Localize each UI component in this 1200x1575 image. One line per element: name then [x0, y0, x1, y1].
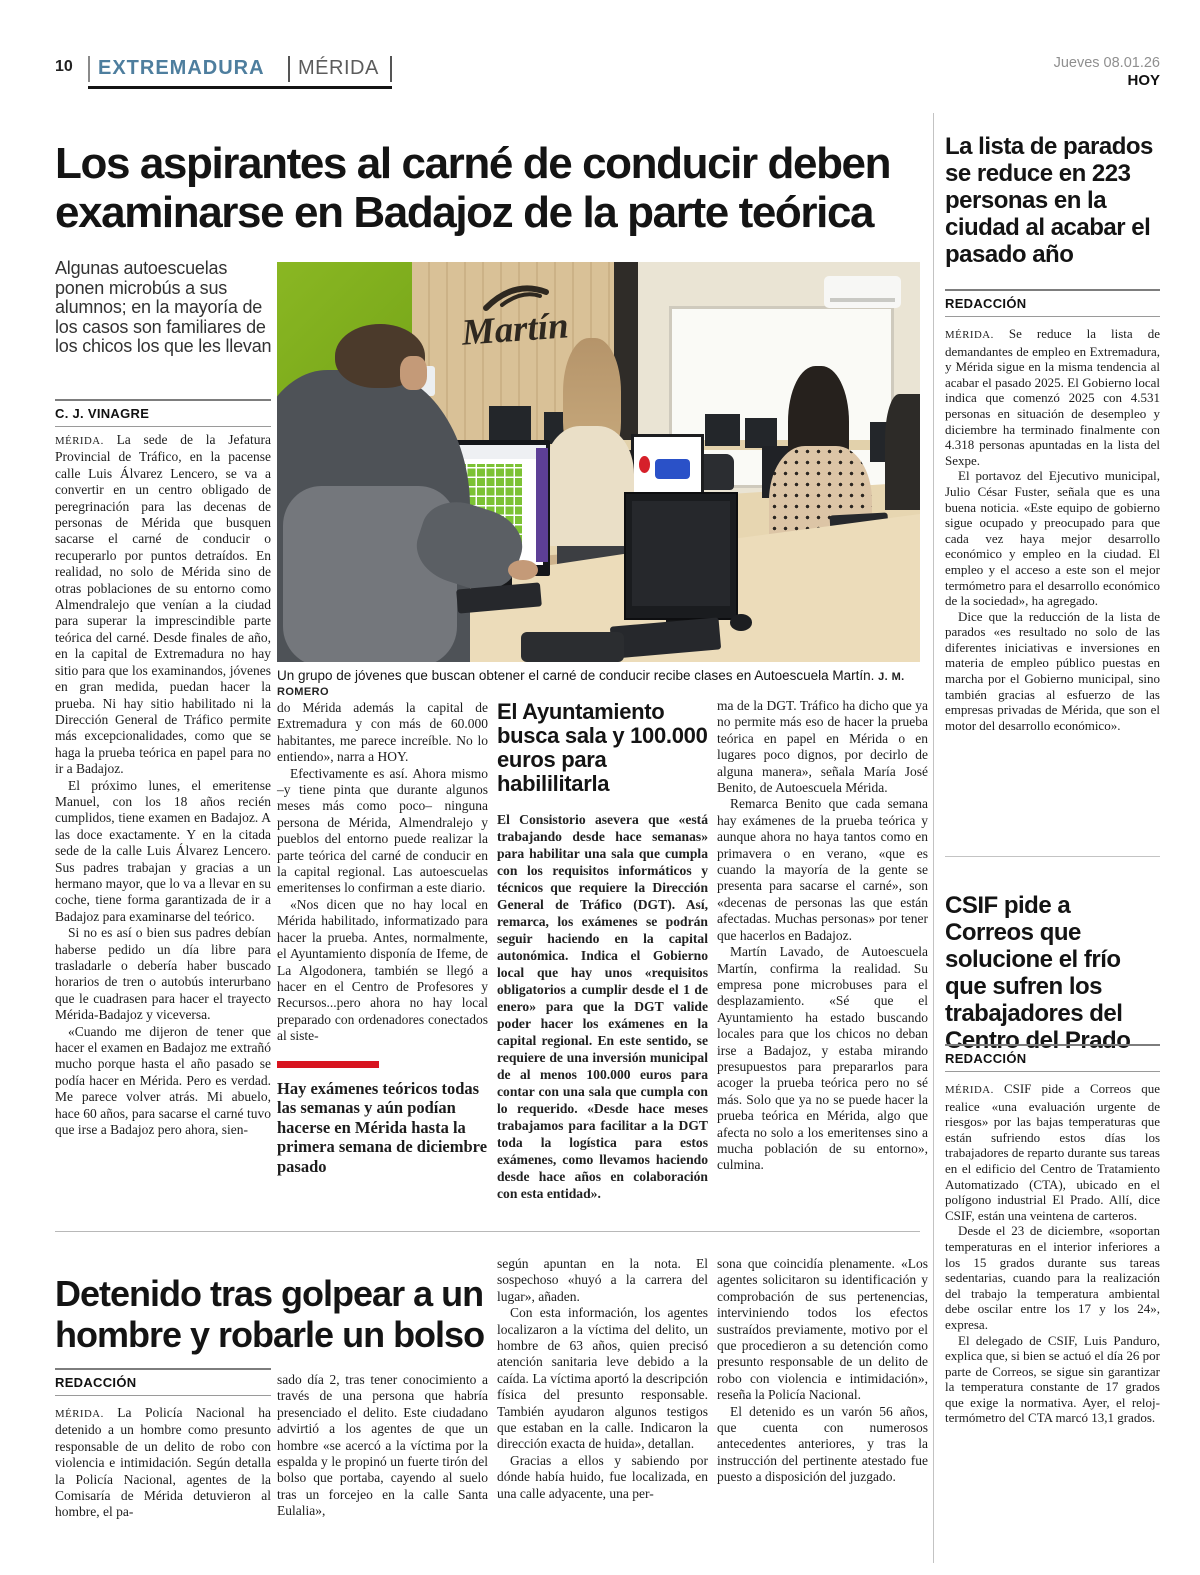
dateline: MÉRIDA.	[945, 329, 994, 341]
sidebar2-headline: CSIF pide a Correos que solucione el frío que sufren los trabajadores del Centro del Prado	[945, 891, 1131, 1054]
body-paragraph: «Cuando me dijeron de tener que hacer el examen en Badajoz me extrañó mucho porque hasta el año pasado se podía hacer en Mérida. Pero es verdad. Me parece volver atrás. Mi abuelo, hace 60 años, para sacarse el carné tuvo que irse a Badajoz pero ahora, sien-	[55, 1023, 271, 1138]
paragraph-text: La sede de la Jefatura Provincial de Tráfico, en la pacense calle Luis Álvarez Lencero, se va a convertir en un centro obligado de peregrinación para las decenas de personas de Mérida que busquen sacarse el carné de conducir o recuperarlo por puntos detraídos. En realidad, no solo de Mérida sino de otras poblaciones de su entorno como Almendralejo que venían a la ciudad para superar la imprescindible parte teórica del carné. Desde finales de año, en la capital de Extremadura no hay sitio para que los examinandos, jóvenes en gran medida, puedan hacer la prueba. Ni hay sitio habilitado ni la Dirección General de Tráfico permite más excepcionalidades, como que se haga la prueba teórica en papel para no ir a Badajoz.	[55, 432, 272, 777]
dateline: MÉRIDA.	[55, 1408, 104, 1420]
photo-monitor	[489, 406, 531, 442]
header-divider	[88, 56, 90, 82]
edition-date: Jueves 08.01.26	[1053, 55, 1160, 71]
sidebar2-byline: REDACCIÓN	[945, 1044, 1160, 1072]
photo-chair	[521, 632, 624, 662]
photo-credit: J. M. ROMERO	[277, 671, 905, 698]
paragraph-text: CSIF pide a Correos que realice «una evaluación urgente de riesgos» por las bajas temperaturas que están sufriendo estos días los trabajadores de reparto durante sus tareas en el edificio del Centro de Tratamiento Automatizado (CTA), ubicado en el polígono industrial El Prado. Allí, dice CSIF, están una veintena de carteros.	[945, 1081, 1161, 1223]
sidebar-vertical-rule	[933, 113, 934, 1563]
photo-student-foreground-hand	[508, 560, 538, 580]
sidebar1-body	[945, 326, 1160, 733]
pull-quote	[277, 1061, 488, 1177]
sidebar2-body	[945, 1081, 1160, 1426]
photo-student-far	[885, 394, 920, 510]
body-paragraph: Gracias a ellos y sabiendo por dónde había huido, fue localizada, en una calle adyacente, una per-	[497, 1452, 708, 1501]
body-paragraph: Con esta información, los agentes localizaron a la víctima del delito, un hombre de 63 años, quien precisó atención sanitaria leve debido a la caída. La víctima aportó la descripción física del presunto responsable. También ayudaron algunos testigos que estaban en la calle. Indicaron la dirección exacta de huida», detallan.	[497, 1305, 708, 1452]
lead-subpiece	[497, 700, 708, 1202]
photo-air-conditioner	[824, 276, 901, 308]
subsection-title: MÉRIDA	[298, 57, 379, 79]
body-paragraph: El próximo lunes, el emeritense Manuel, con los 18 años recién cumplidos, tiene examen en Badajoz. A las doce exactamente. Y en la citada sede de la calle Luis Álvarez Lencero. Sus padres trabajan y gracias a un hermano mayor, que lo va a llevar en su coche, tiene forma garantizada de ir a Badajoz para examinarse del teórico.	[55, 777, 271, 924]
body-paragraph: El Consistorio asevera que «está trabajando desde hace semanas» para habilitar una sala que cumpla con los requisitos informáticos y técnicos que requiere la Dirección General de Tráfico (DGT). Así, remarca, los exámenes se podrán seguir haciendo en la capital autonómica. Indica el Gobierno local que hay unos «requisitos obligatorios a cumplir desde el 1 de enero» para que la DGT valide poder hacer los exámenes en la capital regional. En este sentido, se requiere de una inversión municipal de al menos 100.000 euros para contar con una sala que cumpla con lo requerido. «Desde hace meses trabajamos para facilitar a la DGT toda la logística para estos exámenes, como llevamos haciendo desde hace años en colaboración con esta entidad».	[497, 812, 708, 1201]
section-title: EXTREMADURA	[98, 57, 265, 79]
photo-student-blonde-body	[544, 426, 634, 546]
body-paragraph: «Nos dicen que no hay local en Mérida habilitado, informatizado para hacer la prueba. Antes, normalmente, el Ayuntamiento disponía de Ifeme, de La Algodonera, también se llegó a hacer en el Centro de Profesores y Recursos...pero ahora no hay local preparado con ordenadores conectados al siste-	[277, 896, 488, 1044]
photo-student-foreground-face	[400, 356, 427, 390]
body-paragraph: do Mérida además la capital de Extremadura y con más de 60.000 habitantes, me parece increíble. No lo entiendo», narra a HOY.	[277, 700, 488, 765]
masthead-brand: HOY	[1127, 72, 1160, 89]
body-paragraph	[55, 1405, 271, 1521]
photo-caption	[277, 668, 920, 698]
photo-monitor	[624, 492, 737, 620]
body-paragraph: sona que coincidía plenamente. «Los agentes solicitaron su identificación y comprobación de sus pertenencias, interviniendo todos los efectos sustraídos previamente, motivo por el que procedieron a su detención como presunto responsable de un delito de robo con violencia e intimidación», reseña la Policía Nacional.	[717, 1256, 928, 1403]
photo-screen-car	[655, 459, 690, 479]
lead-column-1	[55, 432, 271, 1138]
paragraph-text: La Policía Nacional ha detenido a un hombre como presunto responsable de un delito de robo con violencia e intimidación. Según detalla la Policía Nacional, agentes de la Comisaría de Mérida detuvieron al hombre, el pa-	[55, 1405, 271, 1520]
photo-screen	[632, 501, 730, 605]
body-paragraph: Martín Lavado, de Autoescuela Martín, confirma la realidad. Su empresa pone microbuses para el desplazamiento. «Sé que el Ayuntamiento ha estado buscando locales para que los chicos no deban irse a Badajoz, y estaba mirando presupuestos para prepararlos para acoger la prueba teórica pero no sé más. Solo que ya no se puede hacer la prueba teórica en Mérida, algo que afecta no solo a los emeritenses sino a mucha población de su entorno», culmina.	[717, 944, 928, 1173]
pull-quote-text: Hay exámenes teóricos todas las semanas y aún podían hacerse en Mérida hasta la primera semana de diciembre pasado	[277, 1078, 488, 1176]
photo-mouse	[730, 614, 752, 631]
section-divider-rule	[55, 1231, 920, 1232]
photo-screen-red-dot	[639, 456, 650, 473]
body-paragraph: Si no es así o bien sus padres debían haberse pedido un día libre para trasladarle o debería haber buscado horarios de tren o autobús interurbano que le cuadrasen para hacer el trayecto Mérida-Badajoz y viceversa.	[55, 925, 271, 1023]
lead-standfirst: Algunas autoescuelas ponen microbús a sus alumnos; en la mayoría de los casos son familiares de los chicos los que les llevan	[55, 258, 272, 356]
body-paragraph	[945, 326, 1160, 468]
paragraph-text: Se reduce la lista de demandantes de empleo en Extremadura, y Mérida sigue en la misma tendencia al acabar el pasado 2025. El Gobierno local indica que comenzó 2025 con 4.531 personas en situación de desempleo y diciembre ha terminado finalmente con 4.318 personas apuntadas en la lista del Sexpe.	[945, 326, 1160, 468]
dateline: MÉRIDA.	[945, 1084, 994, 1096]
header-divider	[288, 56, 290, 82]
sidebar1-headline: La lista de parados se reduce en 223 personas en la ciudad al acabar el pasado año	[945, 132, 1153, 268]
bottom-headline: Detenido tras golpear a un hombre y robarle un bolso	[55, 1272, 485, 1355]
sidebar-divider-rule	[945, 856, 1160, 857]
section-underline	[88, 86, 392, 89]
bottom-column-1	[55, 1368, 271, 1521]
bottom-column-4	[717, 1256, 928, 1486]
caption-text: Un grupo de jóvenes que buscan obtener el carné de conducir recibe clases en Autoescuela Martín.	[277, 668, 875, 683]
photo-screen-purple-bar	[536, 448, 548, 562]
body-paragraph: Desde el 23 de diciembre, «soportan temperaturas en el interior inferiores a los 15 grados durante sus tareas sedentarias, cuando para la realización del trabajo la temperatura ambiental debe oscilar entre los 17 y los 24», expresa.	[945, 1223, 1160, 1332]
body-paragraph	[945, 1081, 1160, 1223]
pull-quote-red-bar	[277, 1061, 379, 1068]
body-paragraph	[55, 432, 271, 778]
body-paragraph: Remarca Benito que cada semana hay exámenes de la prueba teórica y aunque ahora no haya tantos como en primavera o en verano, «que es cuando la mayoría de la gente se presenta para sacarse el carné», son «decenas de personas las que están afectadas. Muchas personas» por tener que hacerlos en Badajoz.	[717, 796, 928, 943]
body-paragraph: según apuntan en la nota. El sospechoso «huyó a la carrera del lugar», añaden.	[497, 1256, 708, 1304]
body-paragraph: El detenido es un varón 56 años, que cuenta con numerosos antecedentes anteriores, y tras la instrucción del pertinente atestado fue puesto a disposición del juzgado.	[717, 1403, 928, 1485]
subpiece-headline: El Ayuntamiento busca sala y 100.000 euros para habililitarla	[497, 699, 708, 796]
body-paragraph: Efectivamente es así. Ahora mismo –y tiene pinta que durante algunos meses más como poco– ninguna persona de Mérida, Almendralejo y pueblos del entorno puede realizar la parte teórica del carné de conducir en la capital regional. Las autoescuelas emeritenses lo confirman a este diario.	[277, 765, 488, 896]
bottom-column-2	[277, 1372, 488, 1520]
lead-column-4	[717, 698, 928, 1174]
page-number: 10	[55, 58, 73, 75]
body-paragraph: sado día 2, tras tener conocimiento a través de una persona que habría presenciado el delito. Este ciudadano advirtió a los agentes de que un hombre «se acercó a la víctima por la espalda y le propinó un fuerte tirón del bolso que portaba, cayendo al suelo tras un forcejeo en la calle Santa Eulalia»,	[277, 1372, 488, 1519]
bottom-byline: REDACCIÓN	[55, 1368, 271, 1396]
header-divider	[390, 56, 392, 82]
photo-monitor	[705, 414, 740, 446]
body-paragraph: Dice que la reducción de la lista de parados «es resultado no solo de las diferentes iniciativas e inversiones en materia de empleo público puestas en marcha por el Gobierno municipal, sino también gracias al esfuerzo de las empresas privadas de Mérida, que son el motor del desarrollo económico».	[945, 608, 1160, 733]
photo-monitor	[745, 418, 777, 448]
lead-byline: C. J. VINAGRE	[55, 399, 271, 427]
bottom-column-3	[497, 1256, 708, 1502]
body-paragraph: El portavoz del Ejecutivo municipal, Julio César Fuster, señala que es una buena noticia. «Este equipo de gobierno sigue ocupado y preocupado para que cada vez haya mejor desarrollo económico y empleo en la ciudad. El empleo y el acceso a este son el mejor termómetro para el desarrollo económico de la sociedad», ha agregado.	[945, 468, 1160, 609]
date-block	[1054, 55, 1160, 89]
sidebar1-byline: REDACCIÓN	[945, 289, 1160, 317]
article-photo	[277, 262, 920, 662]
logo-text: Martín	[460, 305, 570, 354]
dateline: MÉRIDA.	[55, 435, 104, 447]
lead-headline: Los aspirantes al carné de conducir deben examinarse en Badajoz de la parte teórica	[55, 139, 891, 238]
body-paragraph: El delegado de CSIF, Luis Panduro, explica que, si bien se actuó el día 26 por parte de Correos, se sigue sin garantizar la temperatura constante de 17 grados que exige la normativa. Ayer, el reloj-termómetro del CTA marcó 13,1 grados.	[945, 1332, 1160, 1426]
lead-column-2	[277, 700, 488, 1176]
photo-monitor-car-screen	[631, 434, 705, 500]
body-paragraph: ma de la DGT. Tráfico ha dicho que ya no permite más eso de hacer la prueba teórica en papel en Mérida o en lugares poco dignos, por decirlo de alguna manera», señala María José Benito, de Autoescuela Mérida.	[717, 698, 928, 796]
